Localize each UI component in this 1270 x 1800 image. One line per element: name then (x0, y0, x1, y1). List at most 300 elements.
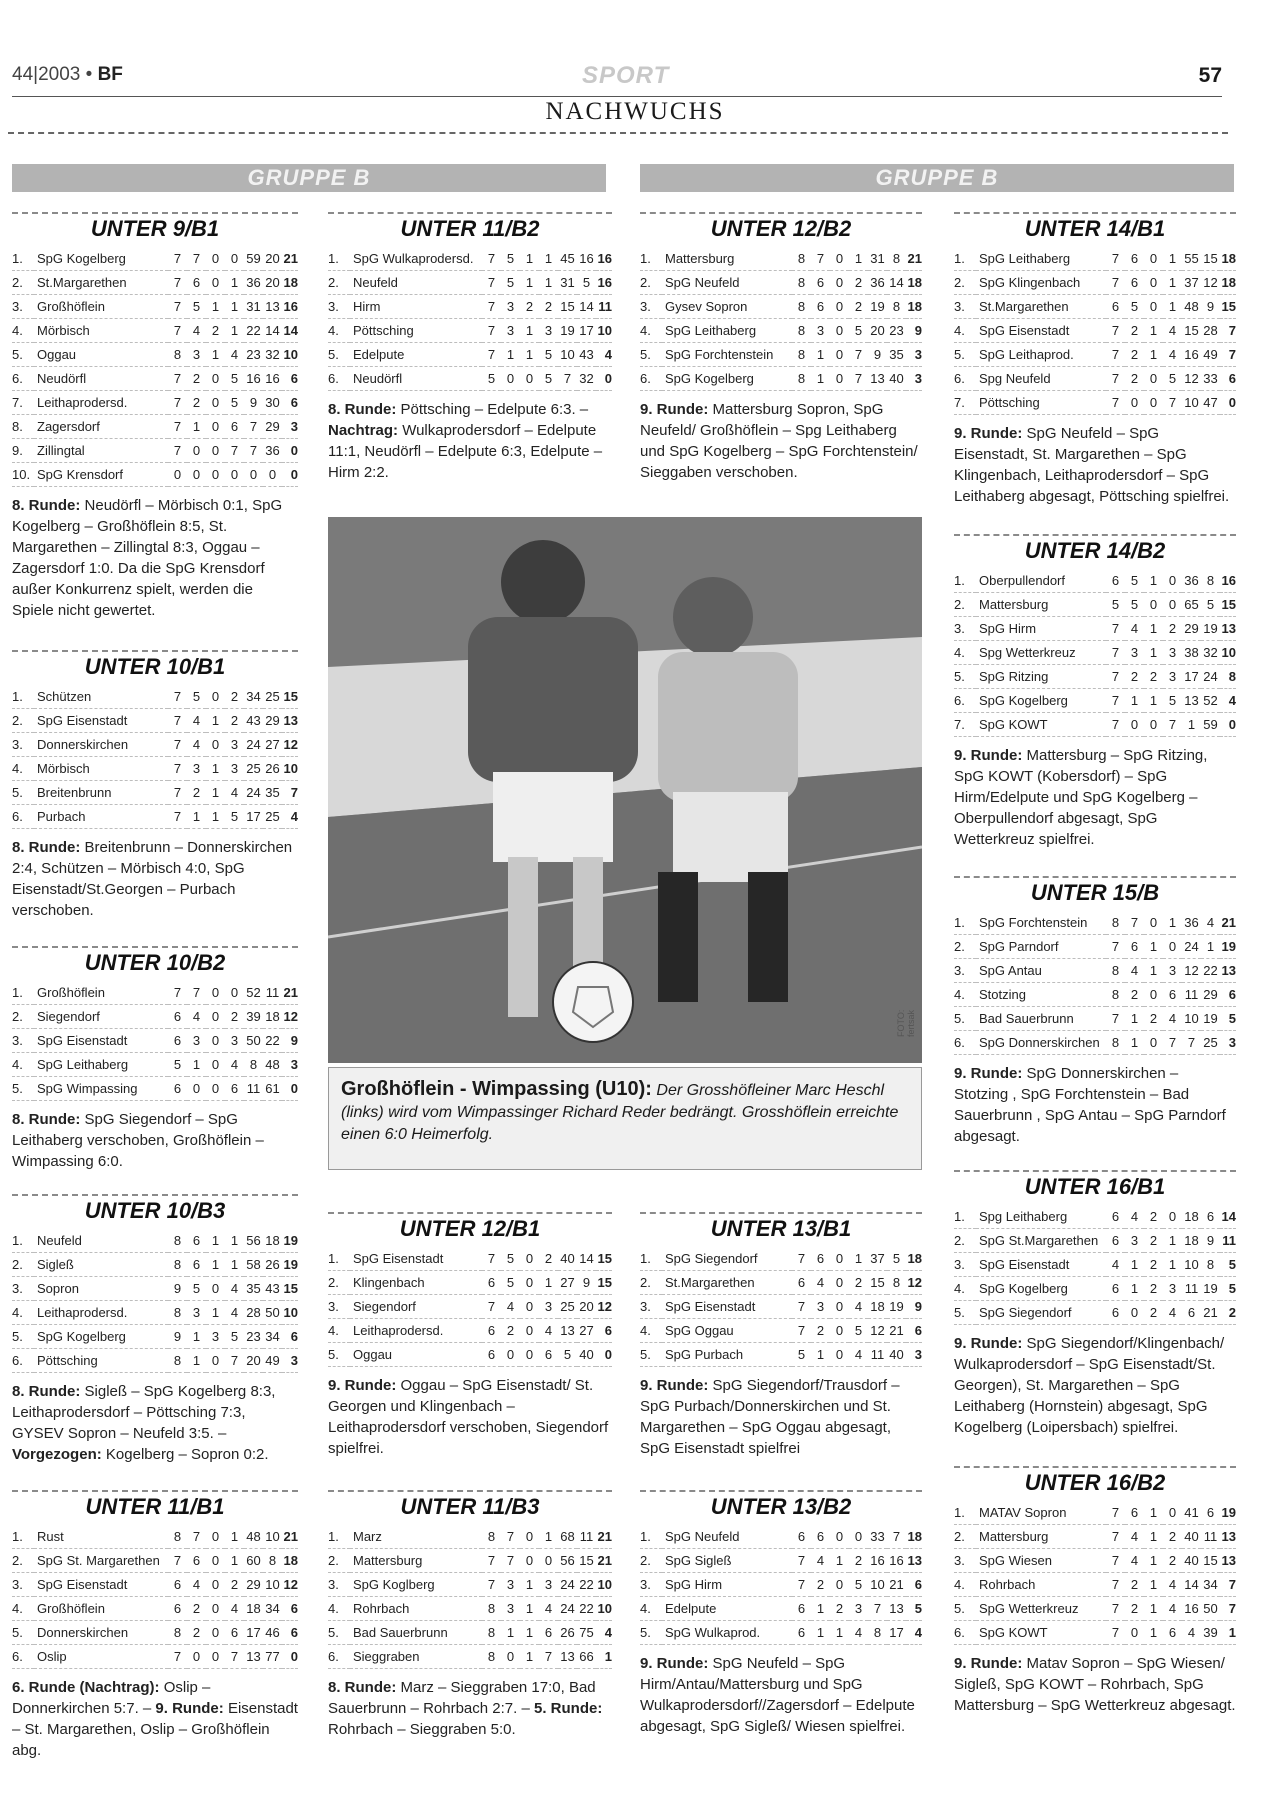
stat-cell: 0 (206, 271, 225, 295)
team-name-cell: SpG Eisenstadt (976, 319, 1106, 343)
points-cell: 7 (1220, 319, 1236, 343)
round-label: 9. Runde: (954, 1065, 1023, 1082)
page-number: 57 (1198, 64, 1222, 87)
stat-cell: 4 (225, 781, 244, 805)
rank-cell: 1. (640, 247, 662, 271)
stat-cell: 4 (1125, 1525, 1144, 1549)
stat-cell: 25 (558, 1295, 577, 1319)
team-name-cell: SpG Eisenstadt (976, 1253, 1106, 1277)
stat-cell: 10 (1182, 1007, 1201, 1031)
stat-cell: 39 (244, 1005, 263, 1029)
stat-cell: 2 (1144, 1205, 1163, 1229)
team-name-cell: Marz (350, 1525, 482, 1549)
table-row (12, 295, 298, 319)
team-name-cell: Siegendorf (34, 1005, 168, 1029)
league-title: UNTER 13/B1 (640, 1212, 922, 1241)
stat-cell: 32 (577, 367, 596, 391)
stat-cell: 25 (1201, 1031, 1220, 1055)
stat-cell: 6 (1201, 1501, 1220, 1525)
points-cell: 6 (1220, 983, 1236, 1007)
stat-cell: 19 (868, 295, 887, 319)
points-cell: 13 (1220, 1549, 1236, 1573)
stat-cell: 38 (1182, 641, 1201, 665)
round-results (640, 1653, 922, 1737)
league-u11b1 (12, 1490, 298, 1761)
stat-cell: 3 (187, 1029, 206, 1053)
stat-cell: 0 (539, 1549, 558, 1573)
stat-cell: 7 (1106, 1573, 1125, 1597)
stat-cell: 0 (1144, 983, 1163, 1007)
table-row (12, 781, 298, 805)
points-cell: 9 (906, 319, 922, 343)
stat-cell: 5 (1125, 593, 1144, 617)
stat-cell: 1 (206, 1229, 225, 1253)
points-cell: 13 (906, 1549, 922, 1573)
stat-cell: 2 (1144, 1253, 1163, 1277)
points-cell: 3 (282, 1349, 298, 1373)
round-text: SpG Donnerskirchen – Stotzing , SpG Forchtenstein – Bad Sauerbrunn , SpG Antau – SpG Parndorf abgesagt. (954, 1065, 1226, 1145)
round-extra-label: 9. Runde: (155, 1700, 224, 1717)
stat-cell: 0 (520, 1271, 539, 1295)
table-row (954, 983, 1236, 1007)
stat-cell: 6 (539, 1621, 558, 1645)
table-row (12, 391, 298, 415)
team-name-cell: MATAV Sopron (976, 1501, 1106, 1525)
table-row (954, 1229, 1236, 1253)
stat-cell: 4 (187, 1005, 206, 1029)
stat-cell: 43 (577, 343, 596, 367)
stat-cell: 1 (206, 709, 225, 733)
stat-cell: 20 (868, 319, 887, 343)
rank-cell: 3. (12, 733, 34, 757)
stat-cell: 7 (1106, 367, 1125, 391)
points-cell: 15 (1220, 593, 1236, 617)
stat-cell: 20 (263, 271, 282, 295)
stat-cell: 19 (1201, 1277, 1220, 1301)
rank-cell: 2. (954, 1525, 976, 1549)
stat-cell: 11 (1201, 1525, 1220, 1549)
points-cell: 16 (282, 295, 298, 319)
stat-cell: 7 (482, 1549, 501, 1573)
stat-cell: 4 (187, 319, 206, 343)
stat-cell: 0 (225, 247, 244, 271)
stat-cell: 0 (206, 463, 225, 487)
stat-cell: 7 (1106, 1525, 1125, 1549)
table-row (12, 685, 298, 709)
team-name-cell: St.Margarethen (662, 1271, 792, 1295)
stat-cell: 7 (482, 295, 501, 319)
stat-cell: 2 (225, 685, 244, 709)
stat-cell: 25 (263, 805, 282, 829)
league-title: UNTER 11/B1 (12, 1490, 298, 1519)
round-extra-label: 5. Runde: (533, 1700, 603, 1717)
rank-cell: 3. (954, 295, 976, 319)
rank-cell: 4. (954, 1277, 976, 1301)
stat-cell: 3 (501, 1573, 520, 1597)
stat-cell: 7 (168, 685, 187, 709)
stat-cell: 0 (206, 1349, 225, 1373)
stat-cell: 18 (1182, 1205, 1201, 1229)
stat-cell: 7 (168, 805, 187, 829)
stat-cell: 45 (558, 247, 577, 271)
round-label: 8. Runde: (12, 1111, 81, 1128)
stat-cell: 9 (1201, 295, 1220, 319)
stat-cell: 1 (1163, 271, 1182, 295)
stat-cell: 7 (482, 271, 501, 295)
stat-cell: 60 (244, 1549, 263, 1573)
stat-cell: 8 (1201, 569, 1220, 593)
round-text: Matav Sopron – SpG Wiesen/ Sigleß, SpG KOWT – Rohrbach, SpG Mattersburg – SpG Wetterkreuz abgesagt. (954, 1655, 1236, 1714)
stat-cell: 5 (577, 271, 596, 295)
stat-cell: 1 (1144, 569, 1163, 593)
stat-cell: 7 (168, 781, 187, 805)
rank-cell: 5. (12, 1621, 34, 1645)
round-results (328, 399, 612, 483)
stat-cell: 66 (577, 1645, 596, 1669)
rank-cell: 4. (640, 319, 662, 343)
points-cell: 3 (282, 1053, 298, 1077)
points-cell: 6 (282, 1597, 298, 1621)
rank-cell: 3. (640, 1295, 662, 1319)
stat-cell: 1 (1144, 1501, 1163, 1525)
stat-cell: 0 (187, 1077, 206, 1101)
team-name-cell: Klingenbach (350, 1271, 482, 1295)
stat-cell: 10 (868, 1573, 887, 1597)
stat-cell: 6 (482, 1271, 501, 1295)
points-cell: 10 (1220, 641, 1236, 665)
league-title: UNTER 14/B1 (954, 212, 1236, 241)
stat-cell: 5 (482, 367, 501, 391)
stat-cell: 0 (501, 367, 520, 391)
round-label: 9. Runde: (954, 1655, 1023, 1672)
league-u10b3 (12, 1194, 298, 1465)
stat-cell: 5 (849, 1319, 868, 1343)
stat-cell: 5 (1201, 593, 1220, 617)
team-name-cell: SpG Kogelberg (976, 1277, 1106, 1301)
group-band-right: GRUPPE B (640, 164, 1234, 192)
team-name-cell: Mörbisch (34, 319, 168, 343)
stat-cell: 0 (1163, 1205, 1182, 1229)
round-results (12, 495, 298, 621)
league-u15b (954, 876, 1236, 1147)
stat-cell: 2 (225, 709, 244, 733)
stat-cell: 1 (1125, 1031, 1144, 1055)
stat-cell: 0 (225, 981, 244, 1005)
stat-cell: 27 (577, 1319, 596, 1343)
table-row (12, 1621, 298, 1645)
standings-table (640, 1525, 922, 1645)
stat-cell: 9 (1201, 1229, 1220, 1253)
team-name-cell: SpG Wetterkreuz (976, 1597, 1106, 1621)
stat-cell: 0 (206, 247, 225, 271)
points-cell: 18 (906, 1247, 922, 1271)
stat-cell: 5 (1163, 689, 1182, 713)
points-cell: 5 (1220, 1277, 1236, 1301)
team-name-cell: Purbach (34, 805, 168, 829)
stat-cell: 58 (244, 1253, 263, 1277)
stat-cell: 7 (482, 319, 501, 343)
table-row (328, 1645, 612, 1669)
stat-cell: 3 (539, 1573, 558, 1597)
table-row (12, 1573, 298, 1597)
stat-cell: 0 (1125, 391, 1144, 415)
rank-cell: 2. (640, 1271, 662, 1295)
table-row (954, 391, 1236, 415)
points-cell: 7 (282, 781, 298, 805)
stat-cell: 6 (1125, 271, 1144, 295)
table-row (328, 247, 612, 271)
stat-cell: 2 (187, 367, 206, 391)
stat-cell: 29 (263, 709, 282, 733)
points-cell: 15 (596, 1271, 612, 1295)
stat-cell: 4 (187, 709, 206, 733)
stat-cell: 4 (225, 1301, 244, 1325)
stat-cell: 6 (792, 1621, 811, 1645)
stat-cell: 1 (1163, 911, 1182, 935)
stat-cell: 34 (244, 685, 263, 709)
table-row (640, 1271, 922, 1295)
stat-cell: 7 (1106, 665, 1125, 689)
stat-cell: 7 (168, 367, 187, 391)
stat-cell: 4 (849, 1621, 868, 1645)
stat-cell: 1 (225, 271, 244, 295)
team-name-cell: Spg Neufeld (976, 367, 1106, 391)
stat-cell: 6 (1163, 1621, 1182, 1645)
stat-cell: 3 (501, 319, 520, 343)
points-cell: 21 (282, 981, 298, 1005)
points-cell: 10 (282, 1301, 298, 1325)
round-results (12, 1381, 298, 1465)
stat-cell: 6 (1106, 1205, 1125, 1229)
team-name-cell: Oberpullendorf (976, 569, 1106, 593)
stat-cell: 7 (1106, 1501, 1125, 1525)
stat-cell: 50 (244, 1029, 263, 1053)
stat-cell: 0 (830, 1295, 849, 1319)
stat-cell: 2 (1144, 1229, 1163, 1253)
standings-table (954, 569, 1236, 737)
stat-cell: 1 (187, 1325, 206, 1349)
stat-cell: 6 (225, 1621, 244, 1645)
team-name-cell: Sigleß (34, 1253, 168, 1277)
stat-cell: 0 (520, 1247, 539, 1271)
stat-cell: 8 (1201, 1253, 1220, 1277)
stat-cell: 48 (244, 1525, 263, 1549)
points-cell: 8 (1220, 665, 1236, 689)
stat-cell: 3 (501, 1597, 520, 1621)
team-name-cell: SpG Eisenstadt (350, 1247, 482, 1271)
stat-cell: 6 (225, 1077, 244, 1101)
points-cell: 3 (282, 415, 298, 439)
rank-cell: 2. (12, 271, 34, 295)
table-row (954, 343, 1236, 367)
stat-cell: 7 (792, 1295, 811, 1319)
stat-cell: 15 (1201, 247, 1220, 271)
stat-cell: 2 (501, 1319, 520, 1343)
stat-cell: 15 (558, 295, 577, 319)
team-name-cell: SpG Siegendorf (662, 1247, 792, 1271)
stat-cell: 7 (1106, 1007, 1125, 1031)
stat-cell: 4 (1163, 1301, 1182, 1325)
stat-cell: 6 (482, 1319, 501, 1343)
stat-cell: 1 (1144, 1525, 1163, 1549)
table-row (12, 319, 298, 343)
stat-cell: 3 (187, 757, 206, 781)
table-row (12, 1325, 298, 1349)
team-name-cell: Rohrbach (976, 1573, 1106, 1597)
points-cell: 5 (1220, 1007, 1236, 1031)
stat-cell: 3 (1163, 959, 1182, 983)
team-name-cell: Leithaprodersd. (34, 391, 168, 415)
stat-cell: 4 (1125, 617, 1144, 641)
stat-cell: 56 (558, 1549, 577, 1573)
team-name-cell: SpG Sigleß (662, 1549, 792, 1573)
stat-cell: 0 (206, 1077, 225, 1101)
stat-cell: 36 (263, 439, 282, 463)
rank-cell: 3. (640, 295, 662, 319)
rank-cell: 1. (12, 685, 34, 709)
stat-cell: 26 (263, 1253, 282, 1277)
points-cell: 10 (282, 757, 298, 781)
stat-cell: 7 (1106, 689, 1125, 713)
stat-cell: 0 (520, 1319, 539, 1343)
stat-cell: 1 (520, 1621, 539, 1645)
stat-cell: 6 (1106, 1277, 1125, 1301)
stat-cell: 1 (849, 1247, 868, 1271)
table-row (640, 1525, 922, 1549)
points-cell: 4 (282, 805, 298, 829)
stat-cell: 15 (868, 1271, 887, 1295)
stat-cell: 1 (811, 1597, 830, 1621)
points-cell: 21 (596, 1525, 612, 1549)
round-label: 9. Runde: (640, 401, 709, 418)
stat-cell: 7 (482, 1573, 501, 1597)
stat-cell: 7 (501, 1525, 520, 1549)
stat-cell: 52 (1201, 689, 1220, 713)
stat-cell: 8 (168, 1525, 187, 1549)
stat-cell: 34 (1201, 1573, 1220, 1597)
stat-cell: 3 (811, 319, 830, 343)
team-name-cell: Mörbisch (34, 757, 168, 781)
stat-cell: 1 (1144, 617, 1163, 641)
stat-cell: 0 (830, 1343, 849, 1367)
stat-cell: 23 (887, 319, 906, 343)
stat-cell: 5 (1125, 569, 1144, 593)
points-cell: 12 (282, 1005, 298, 1029)
stat-cell: 25 (244, 757, 263, 781)
stat-cell: 20 (244, 1349, 263, 1373)
points-cell: 1 (1220, 1621, 1236, 1645)
stat-cell: 9 (244, 391, 263, 415)
league-u14b2 (954, 534, 1236, 850)
stat-cell: 1 (1163, 295, 1182, 319)
stat-cell: 6 (1106, 295, 1125, 319)
round-text: SpG Neufeld – SpG Eisenstadt, St. Margarethen – SpG Klingenbach, Leithaprodersdorf – SpG Leithaberg abgesagt, Pöttsching spielfrei. (954, 425, 1230, 505)
stat-cell: 40 (887, 1343, 906, 1367)
stat-cell: 50 (263, 1301, 282, 1325)
rank-cell: 1. (328, 247, 350, 271)
standings-table (954, 911, 1236, 1055)
stat-cell: 1 (1125, 689, 1144, 713)
stat-cell: 8 (482, 1645, 501, 1669)
stat-cell: 8 (792, 367, 811, 391)
stat-cell: 0 (520, 1549, 539, 1573)
team-name-cell: SpG Krensdorf (34, 463, 168, 487)
stat-cell: 32 (1201, 641, 1220, 665)
round-label: 9. Runde: (954, 425, 1023, 442)
stat-cell: 65 (1182, 593, 1201, 617)
points-cell: 14 (282, 319, 298, 343)
stat-cell: 1 (811, 343, 830, 367)
stat-cell: 52 (244, 981, 263, 1005)
round-extra-text: Wulkaprodersdorf – Edelpute 11:1, Neudörfl – Edelpute 6:3, Edelpute – Hirm 2:2. (328, 422, 603, 481)
stat-cell: 5 (887, 1247, 906, 1271)
rank-cell: 3. (12, 1277, 34, 1301)
stat-cell: 5 (225, 805, 244, 829)
team-name-cell: SpG KOWT (976, 713, 1106, 737)
table-row (954, 271, 1236, 295)
stat-cell: 7 (868, 1597, 887, 1621)
stat-cell: 7 (792, 1573, 811, 1597)
table-row (12, 271, 298, 295)
points-cell: 1 (596, 1645, 612, 1669)
rank-cell: 7. (12, 391, 34, 415)
table-row (328, 367, 612, 391)
stat-cell: 8 (792, 295, 811, 319)
team-name-cell: SpG St.Margarethen (976, 1229, 1106, 1253)
stat-cell: 12 (868, 1319, 887, 1343)
points-cell: 0 (282, 1645, 298, 1669)
team-name-cell: Sopron (34, 1277, 168, 1301)
stat-cell: 16 (868, 1549, 887, 1573)
round-text: Sigleß – SpG Kogelberg 8:3, Leithaprodersdorf – Pöttsching 7:3, GYSEV Sopron – Neufeld 3:5. – (12, 1383, 276, 1442)
stat-cell: 11 (263, 981, 282, 1005)
stat-cell: 1 (811, 1621, 830, 1645)
table-row (954, 569, 1236, 593)
stat-cell: 1 (1144, 343, 1163, 367)
rank-cell: 3. (328, 295, 350, 319)
table-row (640, 295, 922, 319)
table-row (328, 319, 612, 343)
stat-cell: 8 (792, 271, 811, 295)
rank-cell: 5. (328, 1621, 350, 1645)
round-text: SpG Neufeld – SpG Hirm/Antau/Mattersburg und SpG Wulkaprodersdorf//Zagersdorf – Edelpute abgesagt, SpG Sigleß/ Wiesen spielfrei. (640, 1655, 915, 1735)
round-label: 9. Runde: (954, 1335, 1023, 1352)
rank-cell: 5. (954, 343, 976, 367)
stat-cell: 40 (1182, 1525, 1201, 1549)
stat-cell: 1 (206, 757, 225, 781)
team-name-cell: SpG Kogelberg (34, 247, 168, 271)
league-title: UNTER 13/B2 (640, 1490, 922, 1519)
table-row (12, 415, 298, 439)
stat-cell: 49 (263, 1349, 282, 1373)
stat-cell: 0 (244, 463, 263, 487)
stat-cell: 48 (263, 1053, 282, 1077)
stat-cell: 28 (1201, 319, 1220, 343)
stat-cell: 6 (168, 1597, 187, 1621)
stat-cell: 31 (244, 295, 263, 319)
league-title: UNTER 10/B2 (12, 946, 298, 975)
stat-cell: 1 (539, 1271, 558, 1295)
team-name-cell: St.Margarethen (34, 271, 168, 295)
stat-cell: 9 (577, 1271, 596, 1295)
stat-cell: 7 (1106, 1597, 1125, 1621)
stat-cell: 0 (206, 1053, 225, 1077)
stat-cell: 4 (1163, 1573, 1182, 1597)
table-row (640, 1621, 922, 1645)
stat-cell: 7 (501, 1549, 520, 1573)
points-cell: 0 (1220, 713, 1236, 737)
standings-table (12, 247, 298, 487)
